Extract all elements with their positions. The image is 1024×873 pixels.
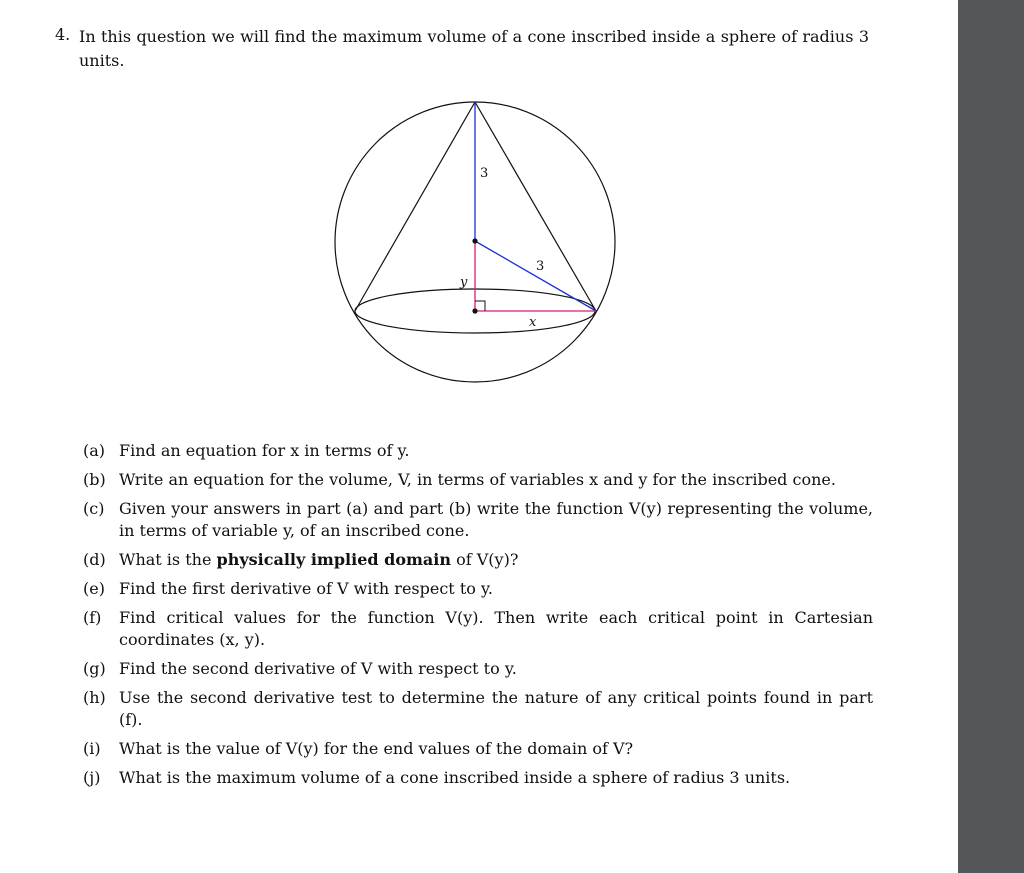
question-parts-list: [83, 440, 873, 796]
part-a: [83, 440, 873, 462]
part-label: (b): [83, 470, 106, 489]
part-c: [83, 498, 873, 542]
part-text-bold: physically implied domain: [216, 550, 452, 569]
label-slant-radius: 3: [536, 259, 545, 274]
cone-in-sphere-diagram: [330, 92, 630, 392]
question-number: 4.: [55, 25, 71, 44]
part-text: Given your answers in part (a) and part (b) write the function V(y) representing the volume, in terms of variable y, of an inscribed cone.: [119, 499, 873, 540]
part-text: Write an equation for the volume, V, in terms of variables x and y for the inscribed cone.: [119, 470, 836, 489]
part-text-after: of V(y)?: [451, 550, 519, 569]
part-label: (h): [83, 688, 106, 707]
cone-right-side: [475, 102, 596, 311]
part-label: (a): [83, 441, 106, 460]
part-text: Find the second derivative of V with respect to y.: [119, 659, 517, 678]
label-y: y: [460, 275, 468, 290]
part-label: (j): [83, 768, 101, 787]
part-text: [119, 549, 873, 571]
part-label: (g): [83, 659, 106, 678]
part-label: (d): [83, 550, 106, 569]
question-text: In this question we will find the maximum volume of a cone inscribed inside a sphere of radius 3 units.: [79, 27, 869, 70]
part-label: (i): [83, 739, 101, 758]
part-i: [83, 738, 873, 760]
part-text: Find the first derivative of V with respect to y.: [119, 579, 493, 598]
part-text: What is the maximum volume of a cone inscribed inside a sphere of radius 3 units.: [119, 768, 791, 787]
slant-radius: [475, 241, 596, 311]
part-e: [83, 578, 873, 600]
label-vertical-radius: 3: [480, 166, 489, 181]
viewer-side-gutter: [958, 0, 1024, 873]
part-label: (f): [83, 608, 102, 627]
cone-left-side: [355, 102, 475, 311]
part-g: [83, 658, 873, 680]
part-j: [83, 767, 873, 789]
part-b: [83, 469, 873, 491]
part-text: Find an equation for x in terms of y.: [119, 441, 410, 460]
part-d: [83, 549, 873, 571]
part-text: Use the second derivative test to determine the nature of any critical points found in part (f).: [119, 688, 873, 729]
part-label: (c): [83, 499, 105, 518]
part-f: [83, 607, 873, 651]
label-x: x: [529, 315, 537, 330]
part-text: Find critical values for the function V(y). Then write each critical point in Cartesian coordinates (x, y).: [119, 608, 873, 649]
part-text: What is the value of V(y) for the end values of the domain of V?: [119, 739, 634, 758]
part-label: (e): [83, 579, 105, 598]
part-h: [83, 687, 873, 731]
base-center-point: [472, 308, 477, 313]
part-text-before: What is the: [119, 550, 217, 569]
sphere-center-point: [472, 238, 477, 243]
